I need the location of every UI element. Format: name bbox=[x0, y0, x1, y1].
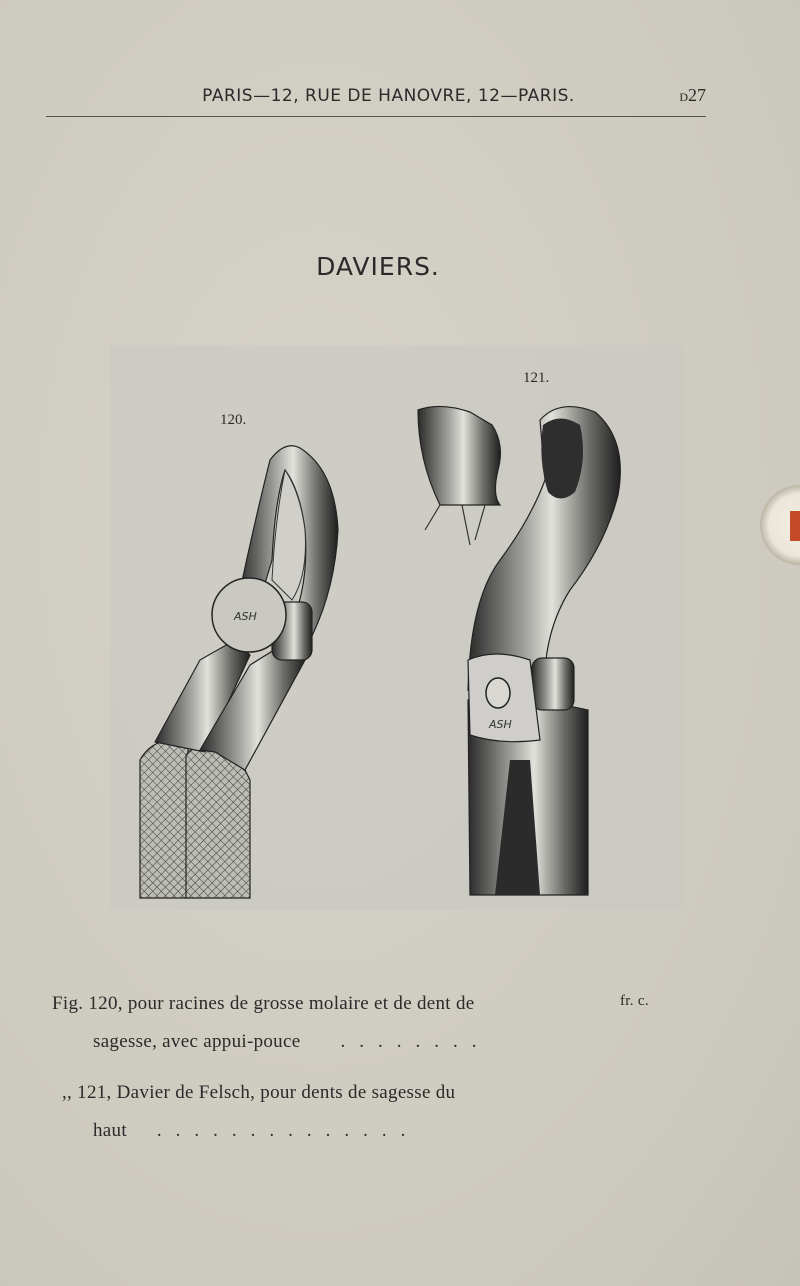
engraving-ash-121: ASH bbox=[489, 718, 512, 731]
forceps-120 bbox=[140, 446, 338, 898]
caption-entry-120-line2 bbox=[93, 1031, 490, 1053]
currency-header: fr. c. bbox=[620, 993, 649, 1009]
leader-dots: .............. bbox=[156, 1120, 420, 1141]
forceps-121-tip-detail bbox=[418, 406, 500, 545]
figure-label-120: 120. bbox=[220, 412, 247, 428]
caption-entry-121-line2 bbox=[93, 1120, 419, 1142]
engraving-ash-120: ASH bbox=[234, 610, 257, 623]
page-number-value: 27 bbox=[688, 85, 706, 105]
header-address: PARIS—12, RUE DE HANOVRE, 12—PARIS. bbox=[202, 86, 575, 106]
caption-entry-121-text: haut bbox=[93, 1120, 127, 1141]
caption-entry-120-line1: Fig. 120, pour racines de grosse molaire et de dent de bbox=[52, 993, 475, 1014]
section-title: DAVIERS. bbox=[316, 252, 440, 281]
page-letter: D bbox=[679, 90, 688, 104]
caption-entry-121-line1: ,, 121, Davier de Felsch, pour dents de sagesse du bbox=[62, 1082, 456, 1103]
caption-entry-120-text: sagesse, avec appui-pouce bbox=[93, 1031, 301, 1052]
leader-dots: ........ bbox=[340, 1031, 491, 1052]
figure-label-121: 121. bbox=[523, 370, 550, 386]
